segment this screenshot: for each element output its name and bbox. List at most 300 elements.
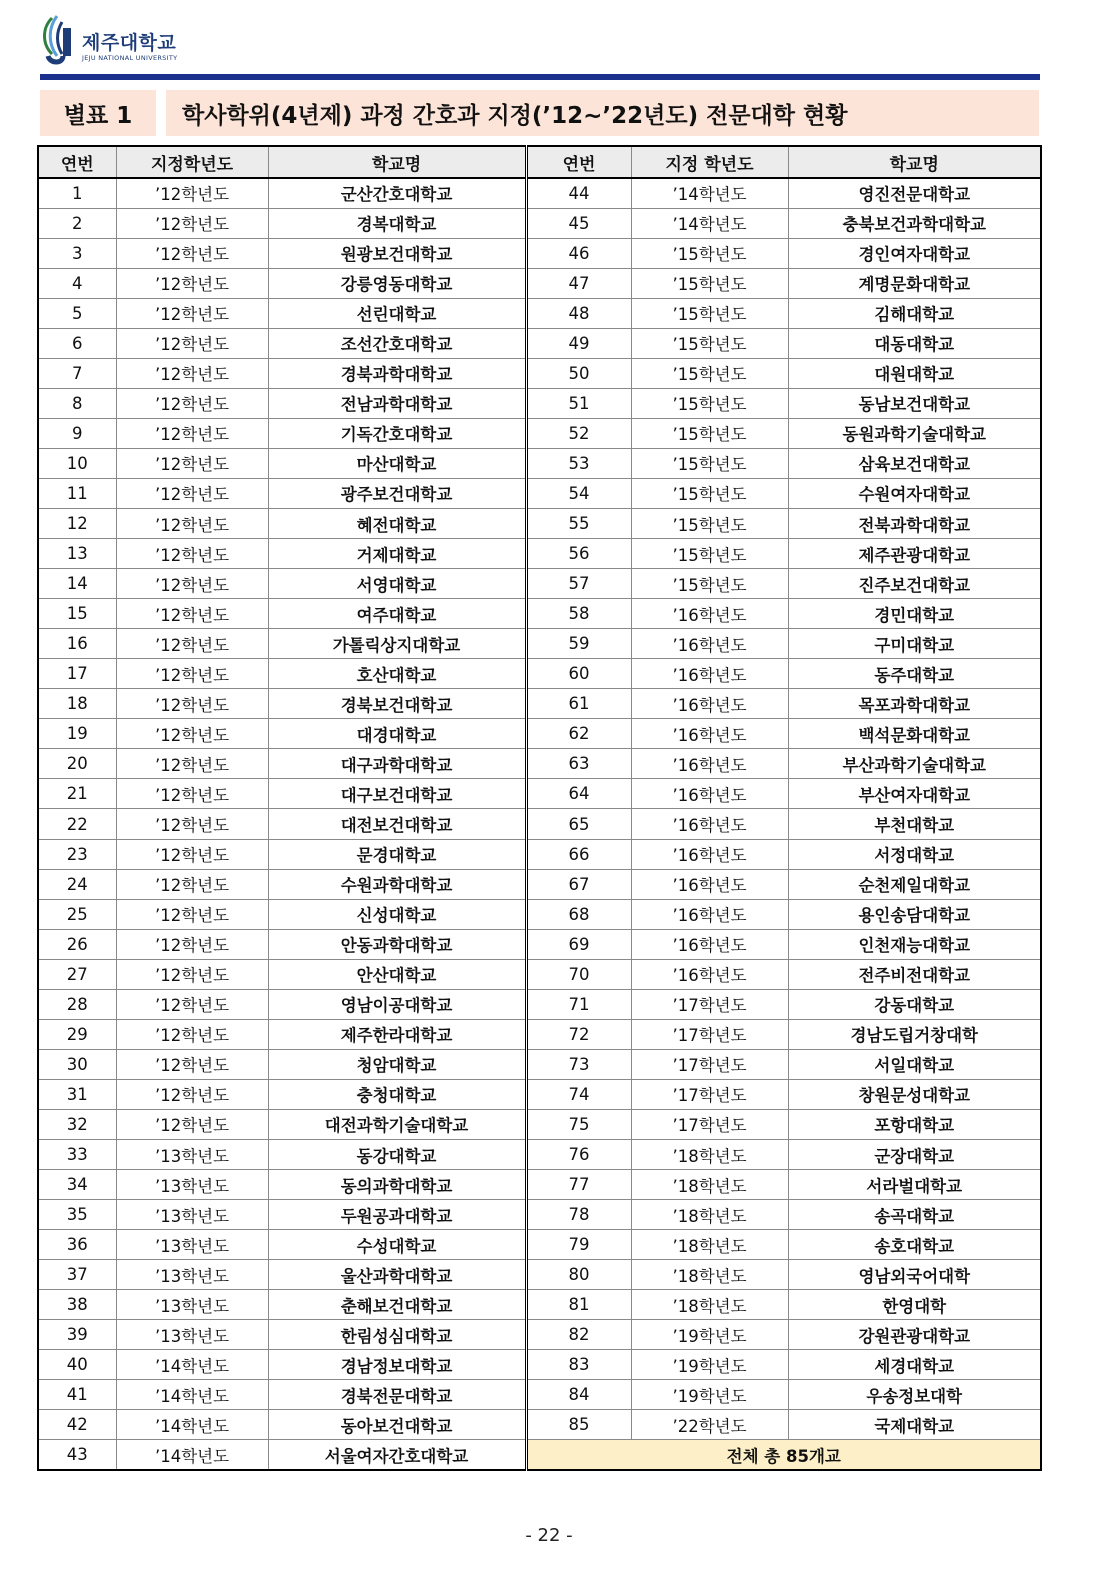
table-row bbox=[38, 328, 1041, 358]
table-row bbox=[38, 1320, 1041, 1350]
row-no-left: 33 bbox=[38, 1140, 116, 1170]
row-no-right: 53 bbox=[526, 448, 631, 478]
row-school-left: 혜전대학교 bbox=[268, 509, 526, 539]
header-year-right: 지정 학년도 bbox=[631, 146, 788, 178]
table-row bbox=[38, 298, 1041, 328]
row-year-left: ’12학년도 bbox=[116, 629, 268, 659]
table-row bbox=[38, 178, 1041, 208]
table-row bbox=[38, 989, 1041, 1019]
row-no-right: 58 bbox=[526, 599, 631, 629]
row-year-right: ’16학년도 bbox=[631, 959, 788, 989]
row-no-left: 30 bbox=[38, 1049, 116, 1079]
row-no-right: 51 bbox=[526, 388, 631, 418]
row-school-left: 충청대학교 bbox=[268, 1079, 526, 1109]
row-school-right: 삼육보건대학교 bbox=[788, 448, 1041, 478]
row-no-right: 76 bbox=[526, 1140, 631, 1170]
table-row bbox=[38, 1200, 1041, 1230]
row-school-right: 경민대학교 bbox=[788, 599, 1041, 629]
row-year-left: ’12학년도 bbox=[116, 989, 268, 1019]
row-school-right: 영남외국어대학 bbox=[788, 1260, 1041, 1290]
row-no-left: 4 bbox=[38, 268, 116, 298]
row-year-right: ’15학년도 bbox=[631, 268, 788, 298]
row-year-right: ’15학년도 bbox=[631, 238, 788, 268]
row-year-left: ’12학년도 bbox=[116, 659, 268, 689]
row-year-left: ’12학년도 bbox=[116, 689, 268, 719]
table-row bbox=[38, 719, 1041, 749]
row-year-left: ’12학년도 bbox=[116, 779, 268, 809]
row-year-right: ’19학년도 bbox=[631, 1380, 788, 1410]
row-year-right: ’15학년도 bbox=[631, 418, 788, 448]
row-no-right: 66 bbox=[526, 839, 631, 869]
row-year-left: ’12학년도 bbox=[116, 298, 268, 328]
row-no-left: 14 bbox=[38, 569, 116, 599]
table-header-row bbox=[38, 146, 1041, 178]
row-year-right: ’15학년도 bbox=[631, 298, 788, 328]
row-school-left: 수성대학교 bbox=[268, 1230, 526, 1260]
table-tag: 별표 1 bbox=[40, 90, 156, 136]
header-school-right: 학교명 bbox=[788, 146, 1041, 178]
row-no-right: 67 bbox=[526, 869, 631, 899]
table-row bbox=[38, 1109, 1041, 1139]
row-no-right: 75 bbox=[526, 1109, 631, 1139]
row-no-left: 28 bbox=[38, 989, 116, 1019]
row-school-right: 인천재능대학교 bbox=[788, 929, 1041, 959]
row-year-right: ’15학년도 bbox=[631, 539, 788, 569]
table-row bbox=[38, 1079, 1041, 1109]
row-school-left: 선린대학교 bbox=[268, 298, 526, 328]
row-school-left: 울산과학대학교 bbox=[268, 1260, 526, 1290]
row-school-left: 마산대학교 bbox=[268, 448, 526, 478]
row-school-left: 동강대학교 bbox=[268, 1140, 526, 1170]
row-no-right: 44 bbox=[526, 178, 631, 208]
row-year-left: ’12학년도 bbox=[116, 358, 268, 388]
row-school-left: 대구과학대학교 bbox=[268, 749, 526, 779]
table-row bbox=[38, 959, 1041, 989]
row-year-left: ’13학년도 bbox=[116, 1260, 268, 1290]
row-no-right: 54 bbox=[526, 478, 631, 508]
row-school-right: 동원과학기술대학교 bbox=[788, 418, 1041, 448]
row-year-left: ’12학년도 bbox=[116, 418, 268, 448]
row-school-left: 신성대학교 bbox=[268, 899, 526, 929]
row-no-right: 74 bbox=[526, 1079, 631, 1109]
table-row bbox=[38, 809, 1041, 839]
table-row bbox=[38, 448, 1041, 478]
row-no-left: 10 bbox=[38, 448, 116, 478]
college-list-table bbox=[37, 145, 1042, 1471]
university-logo bbox=[38, 14, 238, 66]
table-row bbox=[38, 539, 1041, 569]
table-row bbox=[38, 1380, 1041, 1410]
row-school-right: 용인송담대학교 bbox=[788, 899, 1041, 929]
row-no-right: 46 bbox=[526, 238, 631, 268]
row-school-left: 제주한라대학교 bbox=[268, 1019, 526, 1049]
row-school-right: 전북과학대학교 bbox=[788, 509, 1041, 539]
row-year-right: ’16학년도 bbox=[631, 749, 788, 779]
row-year-right: ’18학년도 bbox=[631, 1140, 788, 1170]
row-school-left: 두원공과대학교 bbox=[268, 1200, 526, 1230]
row-year-right: ’17학년도 bbox=[631, 1109, 788, 1139]
table-row bbox=[38, 1260, 1041, 1290]
table-row bbox=[38, 268, 1041, 298]
row-no-right: 73 bbox=[526, 1049, 631, 1079]
row-school-left: 강릉영동대학교 bbox=[268, 268, 526, 298]
row-no-left: 25 bbox=[38, 899, 116, 929]
row-year-right: ’19학년도 bbox=[631, 1320, 788, 1350]
row-no-left: 41 bbox=[38, 1380, 116, 1410]
row-no-right: 65 bbox=[526, 809, 631, 839]
row-no-left: 32 bbox=[38, 1109, 116, 1139]
row-no-left: 2 bbox=[38, 208, 116, 238]
row-no-right: 69 bbox=[526, 929, 631, 959]
row-year-left: ’12학년도 bbox=[116, 208, 268, 238]
row-year-right: ’15학년도 bbox=[631, 358, 788, 388]
row-school-left: 대전과학기술대학교 bbox=[268, 1109, 526, 1139]
row-no-left: 6 bbox=[38, 328, 116, 358]
row-no-right: 47 bbox=[526, 268, 631, 298]
row-no-left: 8 bbox=[38, 388, 116, 418]
row-no-left: 37 bbox=[38, 1260, 116, 1290]
row-school-right: 부천대학교 bbox=[788, 809, 1041, 839]
row-year-right: ’18학년도 bbox=[631, 1230, 788, 1260]
row-no-right: 81 bbox=[526, 1290, 631, 1320]
row-no-left: 16 bbox=[38, 629, 116, 659]
row-no-right: 56 bbox=[526, 539, 631, 569]
row-year-right: ’15학년도 bbox=[631, 569, 788, 599]
row-year-right: ’16학년도 bbox=[631, 899, 788, 929]
row-school-right: 송호대학교 bbox=[788, 1230, 1041, 1260]
row-no-left: 12 bbox=[38, 509, 116, 539]
row-school-left: 한림성심대학교 bbox=[268, 1320, 526, 1350]
row-no-right: 63 bbox=[526, 749, 631, 779]
row-school-right: 한영대학 bbox=[788, 1290, 1041, 1320]
row-no-left: 20 bbox=[38, 749, 116, 779]
row-year-right: ’18학년도 bbox=[631, 1170, 788, 1200]
row-no-left: 24 bbox=[38, 869, 116, 899]
row-school-left: 호산대학교 bbox=[268, 659, 526, 689]
row-year-left: ’12학년도 bbox=[116, 929, 268, 959]
row-school-right: 우송정보대학 bbox=[788, 1380, 1041, 1410]
row-no-right: 82 bbox=[526, 1320, 631, 1350]
table-row bbox=[38, 629, 1041, 659]
row-school-right: 경남도립거창대학 bbox=[788, 1019, 1041, 1049]
row-school-left: 거제대학교 bbox=[268, 539, 526, 569]
row-school-right: 강동대학교 bbox=[788, 989, 1041, 1019]
row-school-left: 청암대학교 bbox=[268, 1049, 526, 1079]
row-year-right: ’16학년도 bbox=[631, 839, 788, 869]
row-no-left: 9 bbox=[38, 418, 116, 448]
row-school-left: 원광보건대학교 bbox=[268, 238, 526, 268]
row-year-left: ’13학년도 bbox=[116, 1140, 268, 1170]
row-no-right: 72 bbox=[526, 1019, 631, 1049]
row-year-right: ’15학년도 bbox=[631, 388, 788, 418]
row-year-right: ’15학년도 bbox=[631, 328, 788, 358]
row-year-left: ’12학년도 bbox=[116, 268, 268, 298]
row-school-left: 조선간호대학교 bbox=[268, 328, 526, 358]
row-school-right: 군장대학교 bbox=[788, 1140, 1041, 1170]
row-no-left: 23 bbox=[38, 839, 116, 869]
row-no-right: 79 bbox=[526, 1230, 631, 1260]
row-year-left: ’12학년도 bbox=[116, 448, 268, 478]
table-row bbox=[38, 1140, 1041, 1170]
row-school-left: 대전보건대학교 bbox=[268, 809, 526, 839]
row-no-right: 61 bbox=[526, 689, 631, 719]
row-year-right: ’18학년도 bbox=[631, 1260, 788, 1290]
row-school-right: 순천제일대학교 bbox=[788, 869, 1041, 899]
row-year-right: ’18학년도 bbox=[631, 1200, 788, 1230]
row-year-left: ’12학년도 bbox=[116, 1079, 268, 1109]
row-school-left: 가톨릭상지대학교 bbox=[268, 629, 526, 659]
row-no-right: 48 bbox=[526, 298, 631, 328]
row-school-right: 국제대학교 bbox=[788, 1410, 1041, 1440]
row-year-left: ’12학년도 bbox=[116, 719, 268, 749]
row-year-left: ’12학년도 bbox=[116, 478, 268, 508]
row-year-right: ’16학년도 bbox=[631, 869, 788, 899]
table-row bbox=[38, 1440, 1041, 1470]
row-school-right: 구미대학교 bbox=[788, 629, 1041, 659]
row-no-right: 71 bbox=[526, 989, 631, 1019]
row-no-left: 39 bbox=[38, 1320, 116, 1350]
row-school-left: 대경대학교 bbox=[268, 719, 526, 749]
row-no-left: 29 bbox=[38, 1019, 116, 1049]
row-school-right: 서정대학교 bbox=[788, 839, 1041, 869]
header-no-left: 연번 bbox=[38, 146, 116, 178]
row-year-left: ’12학년도 bbox=[116, 959, 268, 989]
row-school-left: 경남정보대학교 bbox=[268, 1350, 526, 1380]
table-body bbox=[38, 178, 1041, 1470]
table-row bbox=[38, 1230, 1041, 1260]
row-year-left: ’14학년도 bbox=[116, 1350, 268, 1380]
row-no-left: 1 bbox=[38, 178, 116, 208]
row-year-right: ’16학년도 bbox=[631, 929, 788, 959]
table-row bbox=[38, 899, 1041, 929]
row-year-right: ’17학년도 bbox=[631, 1079, 788, 1109]
row-year-left: ’14학년도 bbox=[116, 1440, 268, 1470]
row-year-right: ’16학년도 bbox=[631, 779, 788, 809]
row-year-right: ’16학년도 bbox=[631, 719, 788, 749]
row-year-right: ’17학년도 bbox=[631, 1019, 788, 1049]
row-year-left: ’12학년도 bbox=[116, 238, 268, 268]
header-year-left: 지정학년도 bbox=[116, 146, 268, 178]
table-row bbox=[38, 749, 1041, 779]
table-row bbox=[38, 659, 1041, 689]
row-year-left: ’12학년도 bbox=[116, 1049, 268, 1079]
table-row bbox=[38, 509, 1041, 539]
row-year-right: ’16학년도 bbox=[631, 689, 788, 719]
row-school-right: 서일대학교 bbox=[788, 1049, 1041, 1079]
row-school-right: 대동대학교 bbox=[788, 328, 1041, 358]
row-year-left: ’12학년도 bbox=[116, 809, 268, 839]
row-year-left: ’12학년도 bbox=[116, 178, 268, 208]
row-no-right: 83 bbox=[526, 1350, 631, 1380]
row-year-left: ’12학년도 bbox=[116, 1109, 268, 1139]
row-year-right: ’17학년도 bbox=[631, 989, 788, 1019]
row-no-left: 17 bbox=[38, 659, 116, 689]
row-no-right: 70 bbox=[526, 959, 631, 989]
row-no-right: 60 bbox=[526, 659, 631, 689]
row-year-left: ’14학년도 bbox=[116, 1410, 268, 1440]
row-no-right: 50 bbox=[526, 358, 631, 388]
table-row bbox=[38, 929, 1041, 959]
row-school-left: 광주보건대학교 bbox=[268, 478, 526, 508]
row-no-left: 36 bbox=[38, 1230, 116, 1260]
row-school-right: 포항대학교 bbox=[788, 1109, 1041, 1139]
row-school-right: 영진전문대학교 bbox=[788, 178, 1041, 208]
page-number: - 22 - bbox=[525, 1525, 573, 1546]
row-school-left: 안산대학교 bbox=[268, 959, 526, 989]
row-year-left: ’12학년도 bbox=[116, 1019, 268, 1049]
table-row bbox=[38, 1019, 1041, 1049]
row-no-right: 49 bbox=[526, 328, 631, 358]
row-no-left: 3 bbox=[38, 238, 116, 268]
table-row bbox=[38, 689, 1041, 719]
row-school-right: 서라벌대학교 bbox=[788, 1170, 1041, 1200]
row-school-right: 동남보건대학교 bbox=[788, 388, 1041, 418]
row-school-right: 부산과학기술대학교 bbox=[788, 749, 1041, 779]
row-school-right: 수원여자대학교 bbox=[788, 478, 1041, 508]
row-no-right: 59 bbox=[526, 629, 631, 659]
row-no-right: 55 bbox=[526, 509, 631, 539]
row-no-left: 7 bbox=[38, 358, 116, 388]
table-row bbox=[38, 569, 1041, 599]
row-year-right: ’19학년도 bbox=[631, 1350, 788, 1380]
row-school-left: 군산간호대학교 bbox=[268, 178, 526, 208]
row-school-left: 서영대학교 bbox=[268, 569, 526, 599]
total-count: 전체 총 85개교 bbox=[526, 1440, 1041, 1470]
row-year-right: ’14학년도 bbox=[631, 208, 788, 238]
row-year-left: ’12학년도 bbox=[116, 509, 268, 539]
table-row bbox=[38, 1290, 1041, 1320]
row-school-right: 충북보건과학대학교 bbox=[788, 208, 1041, 238]
row-school-right: 부산여자대학교 bbox=[788, 779, 1041, 809]
row-school-right: 송곡대학교 bbox=[788, 1200, 1041, 1230]
row-no-left: 18 bbox=[38, 689, 116, 719]
row-year-left: ’13학년도 bbox=[116, 1290, 268, 1320]
row-school-right: 목포과학대학교 bbox=[788, 689, 1041, 719]
table-row bbox=[38, 388, 1041, 418]
row-no-left: 43 bbox=[38, 1440, 116, 1470]
table-row bbox=[38, 478, 1041, 508]
row-no-right: 45 bbox=[526, 208, 631, 238]
row-school-right: 경인여자대학교 bbox=[788, 238, 1041, 268]
row-school-right: 세경대학교 bbox=[788, 1350, 1041, 1380]
row-no-left: 15 bbox=[38, 599, 116, 629]
row-school-right: 김해대학교 bbox=[788, 298, 1041, 328]
table-row bbox=[38, 839, 1041, 869]
row-year-right: ’15학년도 bbox=[631, 478, 788, 508]
table-row bbox=[38, 358, 1041, 388]
row-school-right: 제주관광대학교 bbox=[788, 539, 1041, 569]
row-school-left: 대구보건대학교 bbox=[268, 779, 526, 809]
row-year-left: ’14학년도 bbox=[116, 1380, 268, 1410]
row-school-right: 창원문성대학교 bbox=[788, 1079, 1041, 1109]
row-no-left: 27 bbox=[38, 959, 116, 989]
row-year-left: ’12학년도 bbox=[116, 749, 268, 779]
row-no-left: 42 bbox=[38, 1410, 116, 1440]
table-row bbox=[38, 869, 1041, 899]
row-no-left: 31 bbox=[38, 1079, 116, 1109]
row-no-left: 11 bbox=[38, 478, 116, 508]
row-school-left: 춘해보건대학교 bbox=[268, 1290, 526, 1320]
table-row bbox=[38, 208, 1041, 238]
row-school-right: 전주비전대학교 bbox=[788, 959, 1041, 989]
row-school-left: 동의과학대학교 bbox=[268, 1170, 526, 1200]
row-school-left: 경복대학교 bbox=[268, 208, 526, 238]
row-no-right: 85 bbox=[526, 1410, 631, 1440]
row-year-left: ’13학년도 bbox=[116, 1320, 268, 1350]
row-year-right: ’16학년도 bbox=[631, 659, 788, 689]
row-year-right: ’14학년도 bbox=[631, 178, 788, 208]
row-no-left: 26 bbox=[38, 929, 116, 959]
page-title: 학사학위(4년제) 과정 간호과 지정(’12~’22년도) 전문대학 현황 bbox=[166, 90, 1039, 136]
row-no-left: 13 bbox=[38, 539, 116, 569]
row-no-right: 62 bbox=[526, 719, 631, 749]
row-school-left: 여주대학교 bbox=[268, 599, 526, 629]
row-year-left: ’13학년도 bbox=[116, 1200, 268, 1230]
row-year-left: ’12학년도 bbox=[116, 839, 268, 869]
row-year-right: ’16학년도 bbox=[631, 599, 788, 629]
header-divider bbox=[40, 74, 1040, 80]
row-school-left: 문경대학교 bbox=[268, 839, 526, 869]
logo-name: 제주대학교 bbox=[82, 32, 177, 54]
table-row bbox=[38, 238, 1041, 268]
row-no-left: 34 bbox=[38, 1170, 116, 1200]
row-school-right: 강원관광대학교 bbox=[788, 1320, 1041, 1350]
logo-subtitle: JEJU NATIONAL UNIVERSITY bbox=[82, 54, 178, 62]
table-row bbox=[38, 1049, 1041, 1079]
row-no-left: 40 bbox=[38, 1350, 116, 1380]
row-school-left: 전남과학대학교 bbox=[268, 388, 526, 418]
row-year-left: ’12학년도 bbox=[116, 539, 268, 569]
header-school-left: 학교명 bbox=[268, 146, 526, 178]
row-school-left: 경북전문대학교 bbox=[268, 1380, 526, 1410]
row-no-left: 21 bbox=[38, 779, 116, 809]
row-no-right: 78 bbox=[526, 1200, 631, 1230]
row-school-left: 경북과학대학교 bbox=[268, 358, 526, 388]
row-school-right: 진주보건대학교 bbox=[788, 569, 1041, 599]
row-school-left: 경북보건대학교 bbox=[268, 689, 526, 719]
row-year-right: ’22학년도 bbox=[631, 1410, 788, 1440]
row-school-right: 백석문화대학교 bbox=[788, 719, 1041, 749]
row-year-right: ’16학년도 bbox=[631, 809, 788, 839]
row-year-left: ’13학년도 bbox=[116, 1230, 268, 1260]
row-year-right: ’15학년도 bbox=[631, 448, 788, 478]
row-year-left: ’12학년도 bbox=[116, 899, 268, 929]
table-row bbox=[38, 1170, 1041, 1200]
table-row bbox=[38, 418, 1041, 448]
row-no-left: 22 bbox=[38, 809, 116, 839]
table-row bbox=[38, 1410, 1041, 1440]
row-no-right: 77 bbox=[526, 1170, 631, 1200]
row-school-left: 안동과학대학교 bbox=[268, 929, 526, 959]
row-no-right: 57 bbox=[526, 569, 631, 599]
row-year-right: ’17학년도 bbox=[631, 1049, 788, 1079]
row-no-left: 5 bbox=[38, 298, 116, 328]
row-school-left: 동아보건대학교 bbox=[268, 1410, 526, 1440]
row-year-right: ’18학년도 bbox=[631, 1290, 788, 1320]
table-row bbox=[38, 779, 1041, 809]
table-row bbox=[38, 599, 1041, 629]
row-school-left: 기독간호대학교 bbox=[268, 418, 526, 448]
row-no-right: 68 bbox=[526, 899, 631, 929]
row-year-left: ’12학년도 bbox=[116, 569, 268, 599]
row-no-left: 38 bbox=[38, 1290, 116, 1320]
row-school-right: 동주대학교 bbox=[788, 659, 1041, 689]
row-school-right: 대원대학교 bbox=[788, 358, 1041, 388]
row-no-right: 84 bbox=[526, 1380, 631, 1410]
table-row bbox=[38, 1350, 1041, 1380]
row-year-left: ’12학년도 bbox=[116, 328, 268, 358]
row-school-left: 수원과학대학교 bbox=[268, 869, 526, 899]
